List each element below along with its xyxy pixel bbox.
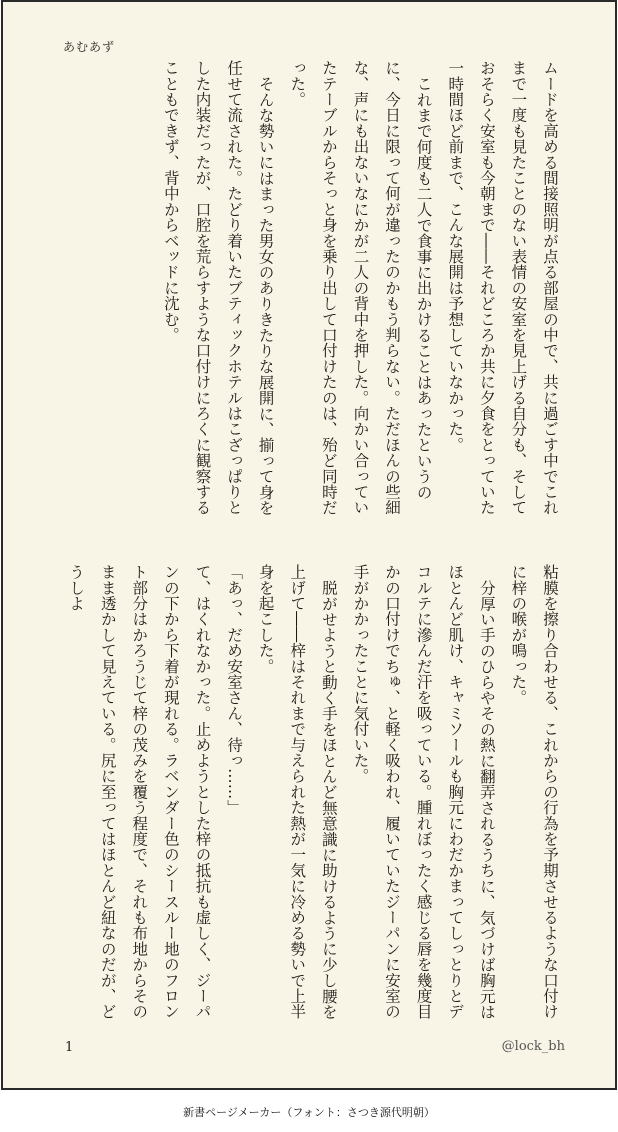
paragraph: て、はくれなかった。止めようとした梓の抵抗も虚しく、ジーパンの下から下着が現れる。ラベンダー色のシースルー地のフロント部分はかろうじて梓の茂みを覆う程度で、それも布地からそのまま透かして見えている。尻に至ってはほとんど紐なのだが、どうしよ xyxy=(67,564,212,1020)
paragraph: そんな勢いにはまった男女のありきたりな展開に、揃って身を任せて流された。たどり着いたブティックホテルはこざっぱりとした内装だったが、口腔を荒らすような口付けにろくに観察することもできず、背中からベッドに沈む。 xyxy=(161,60,275,516)
dialogue-line: 「あっ、だめ安室さん、待っ……」 xyxy=(225,564,244,816)
author-handle: @lock_bh xyxy=(501,1039,565,1054)
book-page xyxy=(1,0,617,1090)
paragraph: 粘膜を擦り合わせる、これからの行為を予期させるような口付けに梓の喉が鳴った。 xyxy=(509,564,559,1020)
text-block-bottom xyxy=(57,564,565,1034)
book-title: あむあず xyxy=(63,40,116,54)
text-block-top xyxy=(57,60,565,530)
paragraph: 脱がせようと動く手をほとんど無意識に助けるように少し腰を上げて――梓はそれまで与えられた熱が一気に冷める勢いで上半身を起こした。 xyxy=(256,564,338,1020)
page-number: 1 xyxy=(65,1040,74,1055)
paragraph: ムードを高める間接照明が点る部屋の中で、共に過ごす中でこれまで一度も見たことのない表情の安室を見上げる自分も、そしておそらく安室も今朝まで――それどころか共に夕食をとっていた一時間ほど前まで、こんな展開は予想していなかった。 xyxy=(446,60,559,516)
paragraph: これまで何度も二人で食事に出かけることはあったというのに、今日に限って何が違ったのかもう判らない。ただほんの些細な、声にも出ないなにかが二人の背中を押した。向かい合っていたテーブルからそっと身を乗り出して口付けたのは、殆ど同時だった。 xyxy=(288,60,433,516)
paragraph: 分厚い手のひらやその熱に翻弄されるうちに、気づけば胸元はほとんど肌け、キャミソールも胸元にわだかまってしっとりとデコルテに滲んだ汗を吸っている。腫れぼったく感じる唇を幾度目かの口付けでちゅ、と軽く吸われ、履いていたジーパンに安室の手がかかったことに気付いた。 xyxy=(351,564,496,1020)
generator-caption: 新書ページメーカー（フォント：さつき源代明朝） xyxy=(183,1106,435,1119)
